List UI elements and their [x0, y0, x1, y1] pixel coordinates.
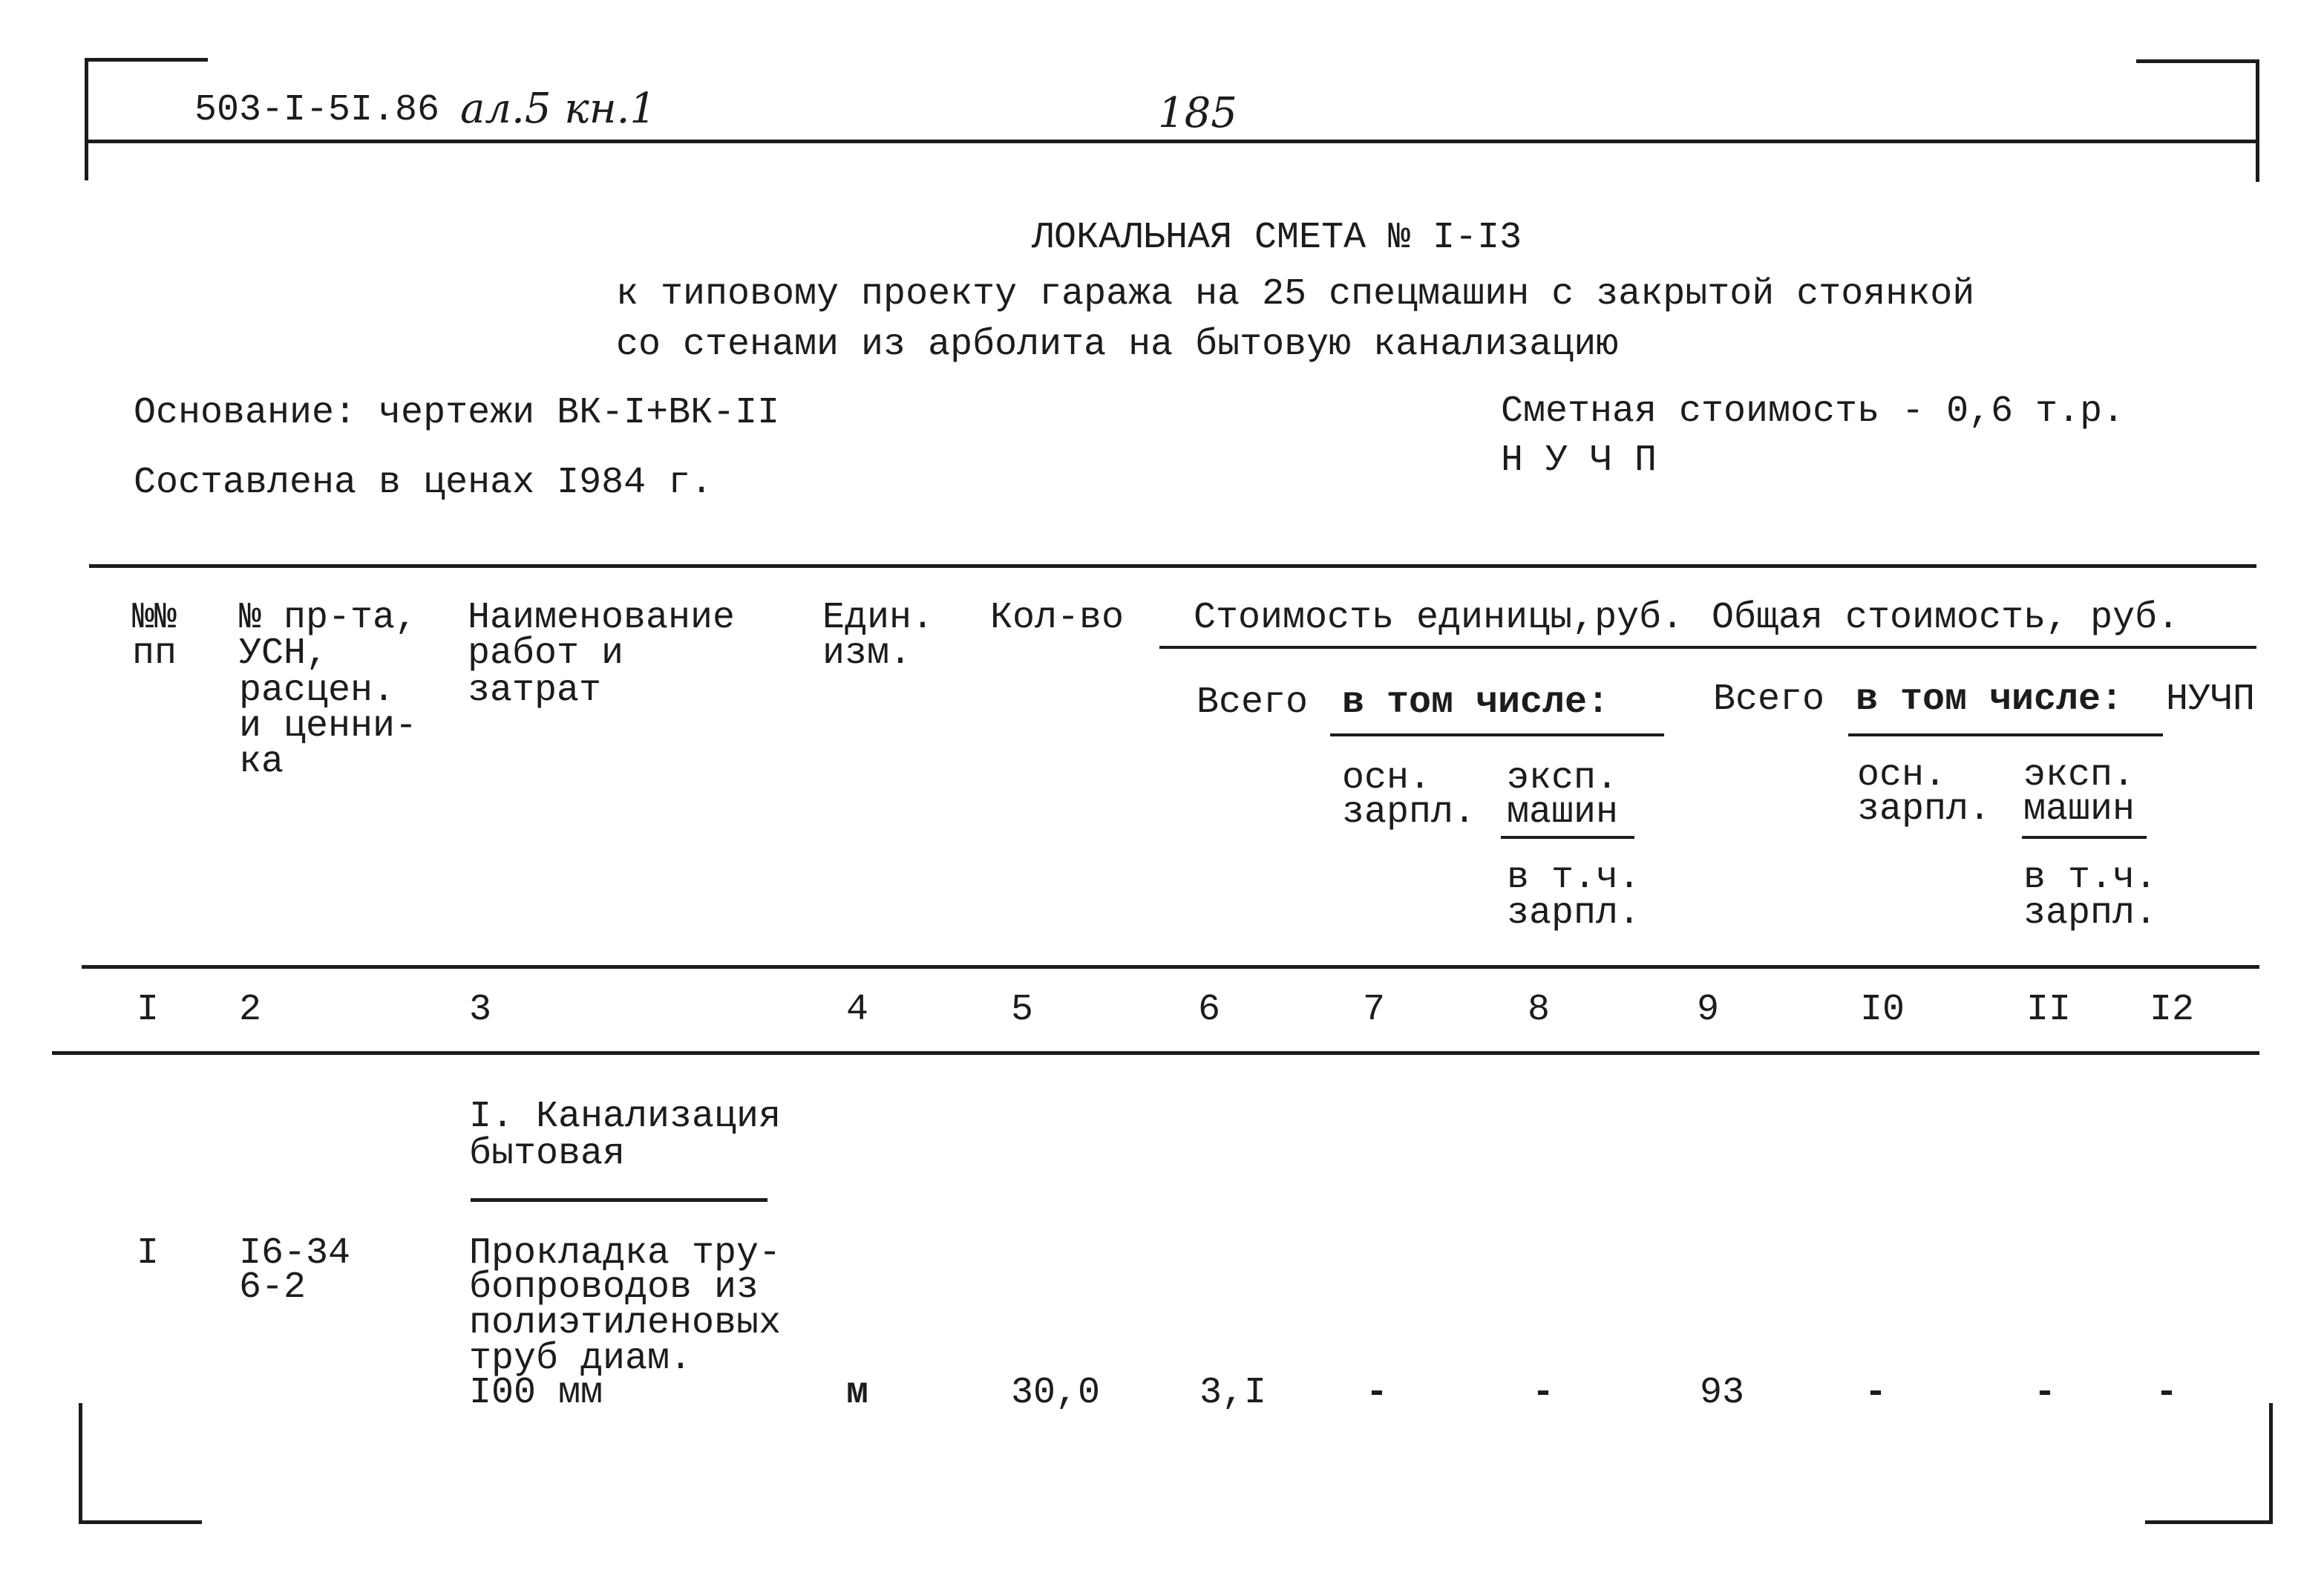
col-qty-head: Кол-во [990, 597, 1125, 639]
row-code-1: I6-34 [239, 1232, 351, 1275]
col-num-head-1: №№ [132, 597, 177, 639]
nuchp-head: НУЧП [2166, 679, 2256, 721]
header-rule [85, 140, 2259, 143]
col-unit-head-1: Един. [822, 597, 934, 639]
total-cost-head: Общая стоимость, руб. [1712, 597, 2180, 639]
column-number: 6 [1198, 989, 1221, 1031]
prices-text: Составлена в ценах I984 г. [134, 462, 713, 504]
unit-incl-head: в том числе: [1342, 681, 1610, 724]
row-name-3: полиэтиленовых [469, 1302, 782, 1344]
column-number: 2 [239, 989, 262, 1031]
row-name-1: Прокладка тру- [469, 1232, 782, 1275]
col-unit-head-2: изм. [822, 632, 912, 675]
col-code-head-3: расцен. [239, 670, 396, 712]
frame-top-left-h [85, 58, 208, 62]
unit-wage-head-2: зарпл. [1342, 791, 1476, 834]
unit-machine-wage-head-2: зарпл. [1507, 892, 1641, 935]
total-total-head: Всего [1713, 679, 1825, 721]
column-number: I2 [2150, 989, 2195, 1031]
column-number: 3 [469, 989, 492, 1031]
nuchp-label: Н У Ч П [1501, 439, 1657, 482]
frame-bottom-right-v [2269, 1403, 2273, 1524]
total-machine-underline [2022, 836, 2147, 839]
header-bottom-rule [82, 965, 2259, 969]
row-number: I [137, 1232, 160, 1275]
total-machine-wage-head-2: зарпл. [2023, 892, 2158, 935]
section-title-2: бытовая [469, 1133, 626, 1175]
row-unit-wage: - [1366, 1372, 1389, 1414]
total-incl-head: в том числе: [1856, 679, 2124, 721]
estimated-cost: Сметная стоимость - 0,6 т.р. [1501, 390, 2125, 433]
row-total-wage: - [1865, 1372, 1888, 1414]
col-code-head-1: № пр-та, [239, 597, 418, 639]
estimate-title: ЛОКАЛЬНАЯ СМЕТА № I-I3 [1032, 217, 1522, 259]
unit-machine-underline [1501, 836, 1634, 839]
frame-top-left-v [85, 58, 88, 180]
col-name-head-3: затрат [468, 670, 602, 712]
total-machine-head-1: эксп. [2023, 754, 2135, 797]
table-top-rule [89, 564, 2256, 568]
row-total: 93 [1700, 1372, 1745, 1414]
column-number: 9 [1697, 989, 1720, 1031]
row-name-5: I00 мм [469, 1372, 603, 1414]
row-unit: м [846, 1372, 869, 1414]
unit-machine-head-2: машин [1507, 791, 1619, 834]
total-incl-underline [1848, 733, 2163, 736]
col-name-head-1: Наименование [468, 597, 736, 639]
unit-total-head: Всего [1197, 681, 1309, 724]
unit-incl-underline [1330, 733, 1664, 736]
unit-cost-head: Стоимость единицы,руб. [1194, 597, 1684, 639]
estimate-subtitle-1: к типовому проекту гаража на 25 спецмашин с закрытой стоянкой [616, 273, 1975, 316]
unit-wage-head-1: осн. [1342, 757, 1432, 800]
row-name-2: бопроводов из [469, 1266, 759, 1309]
frame-top-right-h [2136, 59, 2259, 63]
column-number: 7 [1363, 989, 1386, 1031]
total-wage-head-1: осн. [1857, 754, 1947, 797]
col-code-head-5: ка [239, 741, 284, 783]
column-number: 5 [1011, 989, 1034, 1031]
unit-machine-head-1: эксп. [1507, 757, 1619, 800]
column-number: 8 [1528, 989, 1551, 1031]
section-title-1: I. Канализация [469, 1096, 782, 1138]
column-number: II [2026, 989, 2072, 1031]
frame-bottom-left-v [79, 1403, 82, 1524]
unit-cost-underline [1159, 646, 2256, 649]
section-underline [471, 1198, 767, 1202]
row-unit-total: 3,I [1199, 1372, 1267, 1414]
total-machine-head-2: машин [2023, 788, 2135, 831]
column-number: I [137, 989, 160, 1031]
col-code-head-2: УСН, [239, 632, 329, 675]
row-code-2: 6-2 [239, 1266, 307, 1309]
total-wage-head-2: зарпл. [1857, 788, 1991, 831]
basis-text: Основание: чертежи ВК-I+ВК-II [134, 392, 780, 434]
row-unit-machine: - [1532, 1372, 1555, 1414]
frame-bottom-left-h [79, 1520, 202, 1524]
doc-code: 503-I-5I.86 [194, 89, 440, 131]
row-quantity: 30,0 [1011, 1372, 1101, 1414]
col-name-head-2: работ и [468, 632, 624, 675]
column-number: 4 [846, 989, 869, 1031]
row-total-machine: - [2034, 1372, 2057, 1414]
col-code-head-4: и ценни- [239, 705, 418, 748]
page-number: 185 [1158, 89, 1237, 137]
unit-machine-wage-head-1: в т.ч. [1507, 857, 1641, 899]
album-reference: ал.5 кн.1 [460, 85, 657, 133]
total-machine-wage-head-1: в т.ч. [2023, 857, 2158, 899]
column-number: I0 [1860, 989, 1905, 1031]
frame-bottom-right-h [2145, 1520, 2273, 1524]
row-name-4: труб диам. [469, 1338, 693, 1380]
row-total-nuchp: - [2156, 1372, 2179, 1414]
estimate-subtitle-2: со стенами из арболита на бытовую канализацию [616, 324, 1619, 366]
col-num-head-2: пп [132, 632, 177, 675]
number-row-rule [52, 1051, 2259, 1055]
frame-top-right-v [2256, 59, 2259, 182]
